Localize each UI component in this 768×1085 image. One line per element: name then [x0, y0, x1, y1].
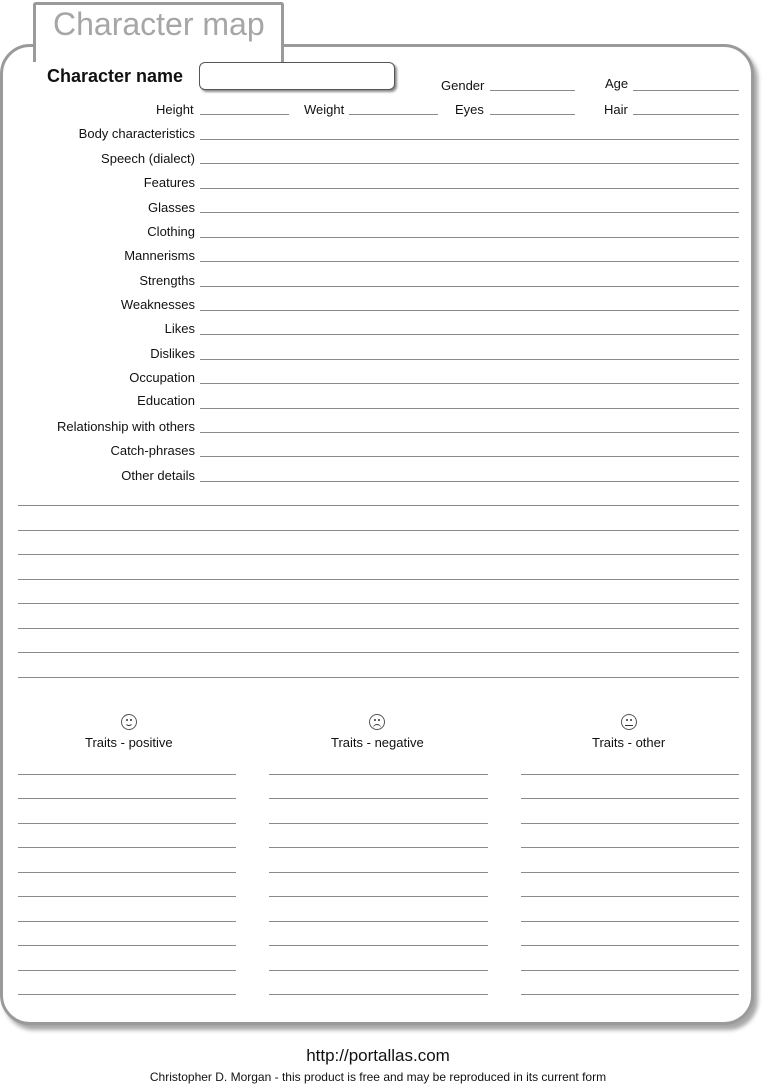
traits-other-line[interactable]	[521, 945, 739, 946]
field-label-body-characteristics: Body characteristics	[78, 126, 195, 141]
traits-other-line[interactable]	[521, 847, 739, 848]
traits-negative-line[interactable]	[269, 896, 488, 897]
traits-other-label: Traits - other	[592, 735, 666, 750]
field-label-mannerisms: Mannerisms	[124, 248, 195, 263]
footer-url[interactable]: http://portallas.com	[306, 1046, 450, 1065]
notes-line[interactable]	[18, 530, 739, 531]
field-label-speech: Speech (dialect)	[101, 151, 195, 166]
traits-positive-line[interactable]	[18, 921, 236, 922]
weight-label: Weight	[304, 102, 345, 117]
traits-negative-line[interactable]	[269, 872, 488, 873]
field-line-clothing[interactable]	[200, 237, 739, 238]
traits-negative-line[interactable]	[269, 823, 488, 824]
gender-line[interactable]	[490, 90, 575, 91]
weight-line[interactable]	[349, 114, 438, 115]
traits-negative-line[interactable]	[269, 921, 488, 922]
eyes-line[interactable]	[490, 114, 575, 115]
field-line-body-characteristics[interactable]	[200, 139, 739, 140]
traits-negative-label: Traits - negative	[331, 735, 424, 750]
field-label-glasses: Glasses	[148, 200, 195, 215]
notes-line[interactable]	[18, 579, 739, 580]
hair-label: Hair	[604, 102, 628, 117]
eyes-label: Eyes	[455, 102, 484, 117]
height-label: Height	[156, 102, 194, 117]
field-line-strengths[interactable]	[200, 286, 739, 287]
field-label-relationship: Relationship with others	[56, 419, 195, 434]
notes-line[interactable]	[18, 603, 739, 604]
field-label-occupation: Occupation	[129, 370, 195, 385]
field-line-likes[interactable]	[200, 334, 739, 335]
traits-negative-line[interactable]	[269, 945, 488, 946]
field-line-relationship[interactable]	[200, 432, 739, 433]
notes-line[interactable]	[18, 505, 739, 506]
hair-line[interactable]	[633, 114, 739, 115]
traits-other-line[interactable]	[521, 823, 739, 824]
form-sheet	[0, 44, 754, 1025]
field-label-clothing: Clothing	[147, 224, 195, 239]
tab-joint	[36, 42, 281, 50]
field-line-dislikes[interactable]	[200, 359, 739, 360]
field-line-other-details[interactable]	[200, 481, 739, 482]
traits-other-line[interactable]	[521, 994, 739, 995]
traits-positive-line[interactable]	[18, 872, 236, 873]
field-line-speech[interactable]	[200, 163, 739, 164]
footer-credit: Christopher D. Morgan - this product is free and may be reproduced in its current form	[149, 1070, 607, 1084]
age-label: Age	[605, 76, 629, 91]
field-label-education: Education	[137, 393, 195, 408]
notes-line[interactable]	[18, 652, 739, 653]
traits-other-line[interactable]	[521, 798, 739, 799]
field-line-occupation[interactable]	[200, 383, 739, 384]
notes-line[interactable]	[18, 628, 739, 629]
field-line-features[interactable]	[200, 188, 739, 189]
traits-negative-line[interactable]	[269, 847, 488, 848]
traits-positive-line[interactable]	[18, 823, 236, 824]
field-line-mannerisms[interactable]	[200, 261, 739, 262]
field-label-likes: Likes	[164, 321, 195, 336]
field-label-dislikes: Dislikes	[150, 346, 195, 361]
traits-positive-line[interactable]	[18, 847, 236, 848]
height-line[interactable]	[200, 114, 289, 115]
notes-line[interactable]	[18, 677, 739, 678]
traits-positive-line[interactable]	[18, 994, 236, 995]
notes-line[interactable]	[18, 554, 739, 555]
traits-other-line[interactable]	[521, 921, 739, 922]
frown-icon	[369, 714, 385, 730]
traits-negative-line[interactable]	[269, 798, 488, 799]
traits-other-line[interactable]	[521, 970, 739, 971]
age-line[interactable]	[633, 90, 739, 91]
traits-other-line[interactable]	[521, 872, 739, 873]
traits-positive-label: Traits - positive	[85, 735, 173, 750]
traits-other-line[interactable]	[521, 896, 739, 897]
smile-icon	[121, 714, 137, 730]
neutral-face-icon	[621, 714, 637, 730]
field-label-features: Features	[143, 175, 195, 190]
character-name-label: Character name	[47, 66, 184, 86]
field-label-catch-phrases: Catch-phrases	[110, 443, 195, 458]
field-label-strengths: Strengths	[139, 273, 195, 288]
traits-positive-line[interactable]	[18, 774, 236, 775]
traits-other-line[interactable]	[521, 774, 739, 775]
field-label-other-details: Other details	[121, 468, 195, 483]
field-line-weaknesses[interactable]	[200, 310, 739, 311]
field-line-catch-phrases[interactable]	[200, 456, 739, 457]
page-title: Character map	[53, 6, 265, 42]
field-label-weaknesses: Weaknesses	[120, 297, 195, 312]
traits-negative-line[interactable]	[269, 970, 488, 971]
gender-label: Gender	[441, 78, 485, 93]
traits-positive-line[interactable]	[18, 945, 236, 946]
traits-negative-line[interactable]	[269, 774, 488, 775]
traits-positive-line[interactable]	[18, 798, 236, 799]
traits-negative-line[interactable]	[269, 994, 488, 995]
field-line-glasses[interactable]	[200, 212, 739, 213]
character-name-input[interactable]	[199, 62, 395, 90]
traits-positive-line[interactable]	[18, 896, 236, 897]
field-line-education[interactable]	[200, 408, 739, 409]
traits-positive-line[interactable]	[18, 970, 236, 971]
